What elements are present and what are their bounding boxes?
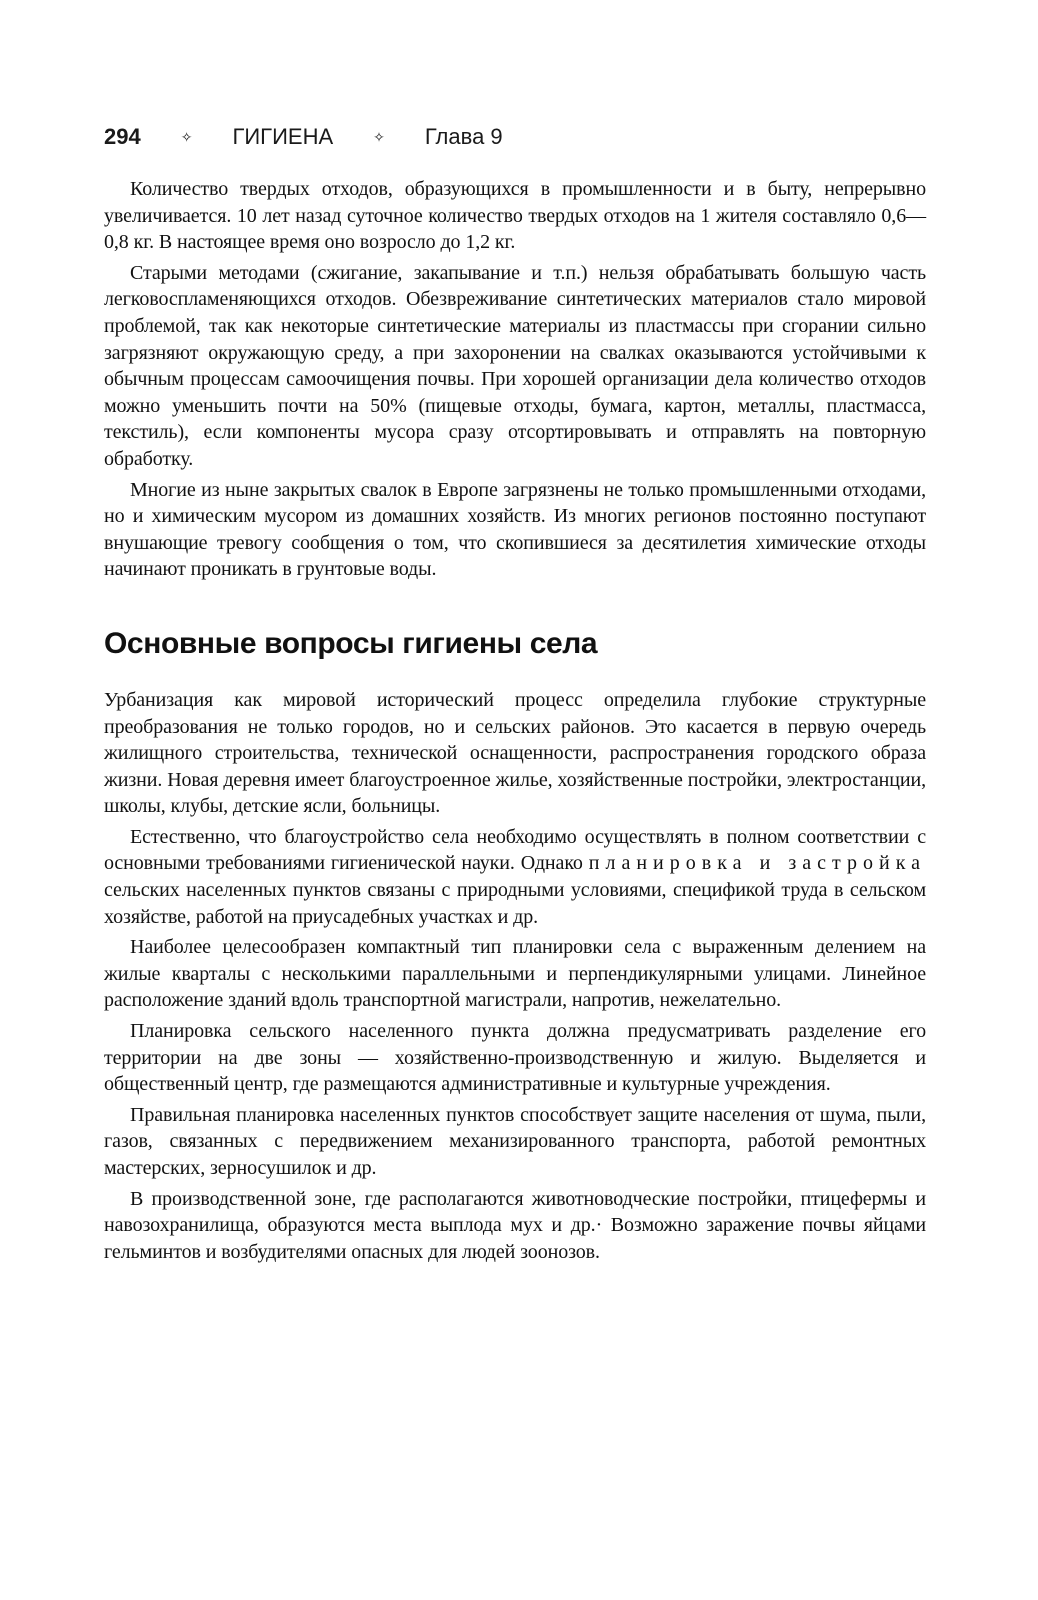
- paragraph: [104, 824, 926, 930]
- diamond-separator-icon: ✧: [180, 128, 193, 145]
- page-number: 294: [104, 124, 141, 149]
- paragraph: В производственной зоне, где располагаются животноводческие постройки, птицефермы и навозохранилища, образуются места выплода мух и др.· Возможно заражение почвы яйцами гельминтов и возбудителями опасных для людей зоонозов.: [104, 1187, 926, 1263]
- paragraph-text: сельских населенных пунктов связаны с природными условиями, спецификой труда в сельском хозяйстве, работой на приусадебных участках и др.: [104, 879, 926, 928]
- emphasized-term: планировка и застройка: [588, 852, 926, 875]
- running-head: [104, 120, 926, 154]
- paragraph: Многие из ныне закрытых свалок в Европе загрязнены не только промышленными отходами, но и химическим мусором из домашних хозяйств. Из многих регионов постоянно поступают внушающие тревогу сообщения о том, что скопившиеся за десятилетия химические отходы начинают проникать в грунтовые воды.: [104, 478, 926, 581]
- paragraph: Старыми методами (сжигание, закапывание и т.п.) нельзя обрабатывать большую часть легковоспламеняющихся отходов. Обезвреживание синтетических материалов стало мировой проблемой, так как некоторые синтетические материалы из пластмассы при сгорании сильно загрязняют окружающую среду, а при захоронении на свалках оказываются устойчивыми к обычным процессам самоочищения почвы. При хорошей организации дела количество отходов можно уменьшить почти на 50% (пищевые отходы, бумага, картон, металлы, пластмасса, текстиль), если компоненты мусора сразу отсортировывать и отправлять на повторную обработку.: [104, 261, 926, 470]
- paragraph-text: Естественно, что благоустройство села необходимо осуществлять в полном соответствии с основными требованиями гигиенической науки. Однако: [104, 825, 926, 875]
- paragraph: Правильная планировка населенных пунктов способствует защите населения от шума, пыли, газов, связанных с передвижением механизированного транспорта, работой ремонтных мастерских, зерносушилок и др.: [104, 1103, 926, 1179]
- section-heading: Основные вопросы гигиены села: [104, 626, 598, 660]
- paragraph: Планировка сельского населенного пункта должна предусматривать разделение его территории на две зоны — хозяйственно-производственную и жилую. Выделяется и общественный центр, где размещаются административные и культурные учреждения.: [104, 1020, 926, 1096]
- paragraph: Урбанизация как мировой исторический процесс определила глубокие структурные преобразования не только городов, но и сельских районов. Это касается в первую очередь жилищного строительства, технической оснащенности, распространения городского образа жизни. Новая деревня имеет благоустроенное жилье, хозяйственные постройки, электростанции, школы, клубы, детские ясли, больницы.: [104, 688, 926, 818]
- book-page: [104, 120, 926, 1269]
- diamond-separator-icon: ✧: [373, 128, 385, 145]
- section-title: ГИГИЕНА: [232, 124, 334, 149]
- paragraph: Наиболее целесообразен компактный тип планировки села с выраженным делением на жилые кварталы с несколькими параллельными и перпендикулярными улицами. Линейное расположение зданий вдоль транспортной магистрали, напротив, нежелательно.: [104, 936, 926, 1012]
- chapter-label: Глава 9: [424, 124, 503, 149]
- paragraph: Количество твердых отходов, образующихся в промышленности и в быту, непрерывно увеличивается. 10 лет назад суточное количество твердых отходов на 1 жителя составляло 0,6—0,8 кг. В настоящее время оно возросло до 1,2 кг.: [104, 178, 926, 254]
